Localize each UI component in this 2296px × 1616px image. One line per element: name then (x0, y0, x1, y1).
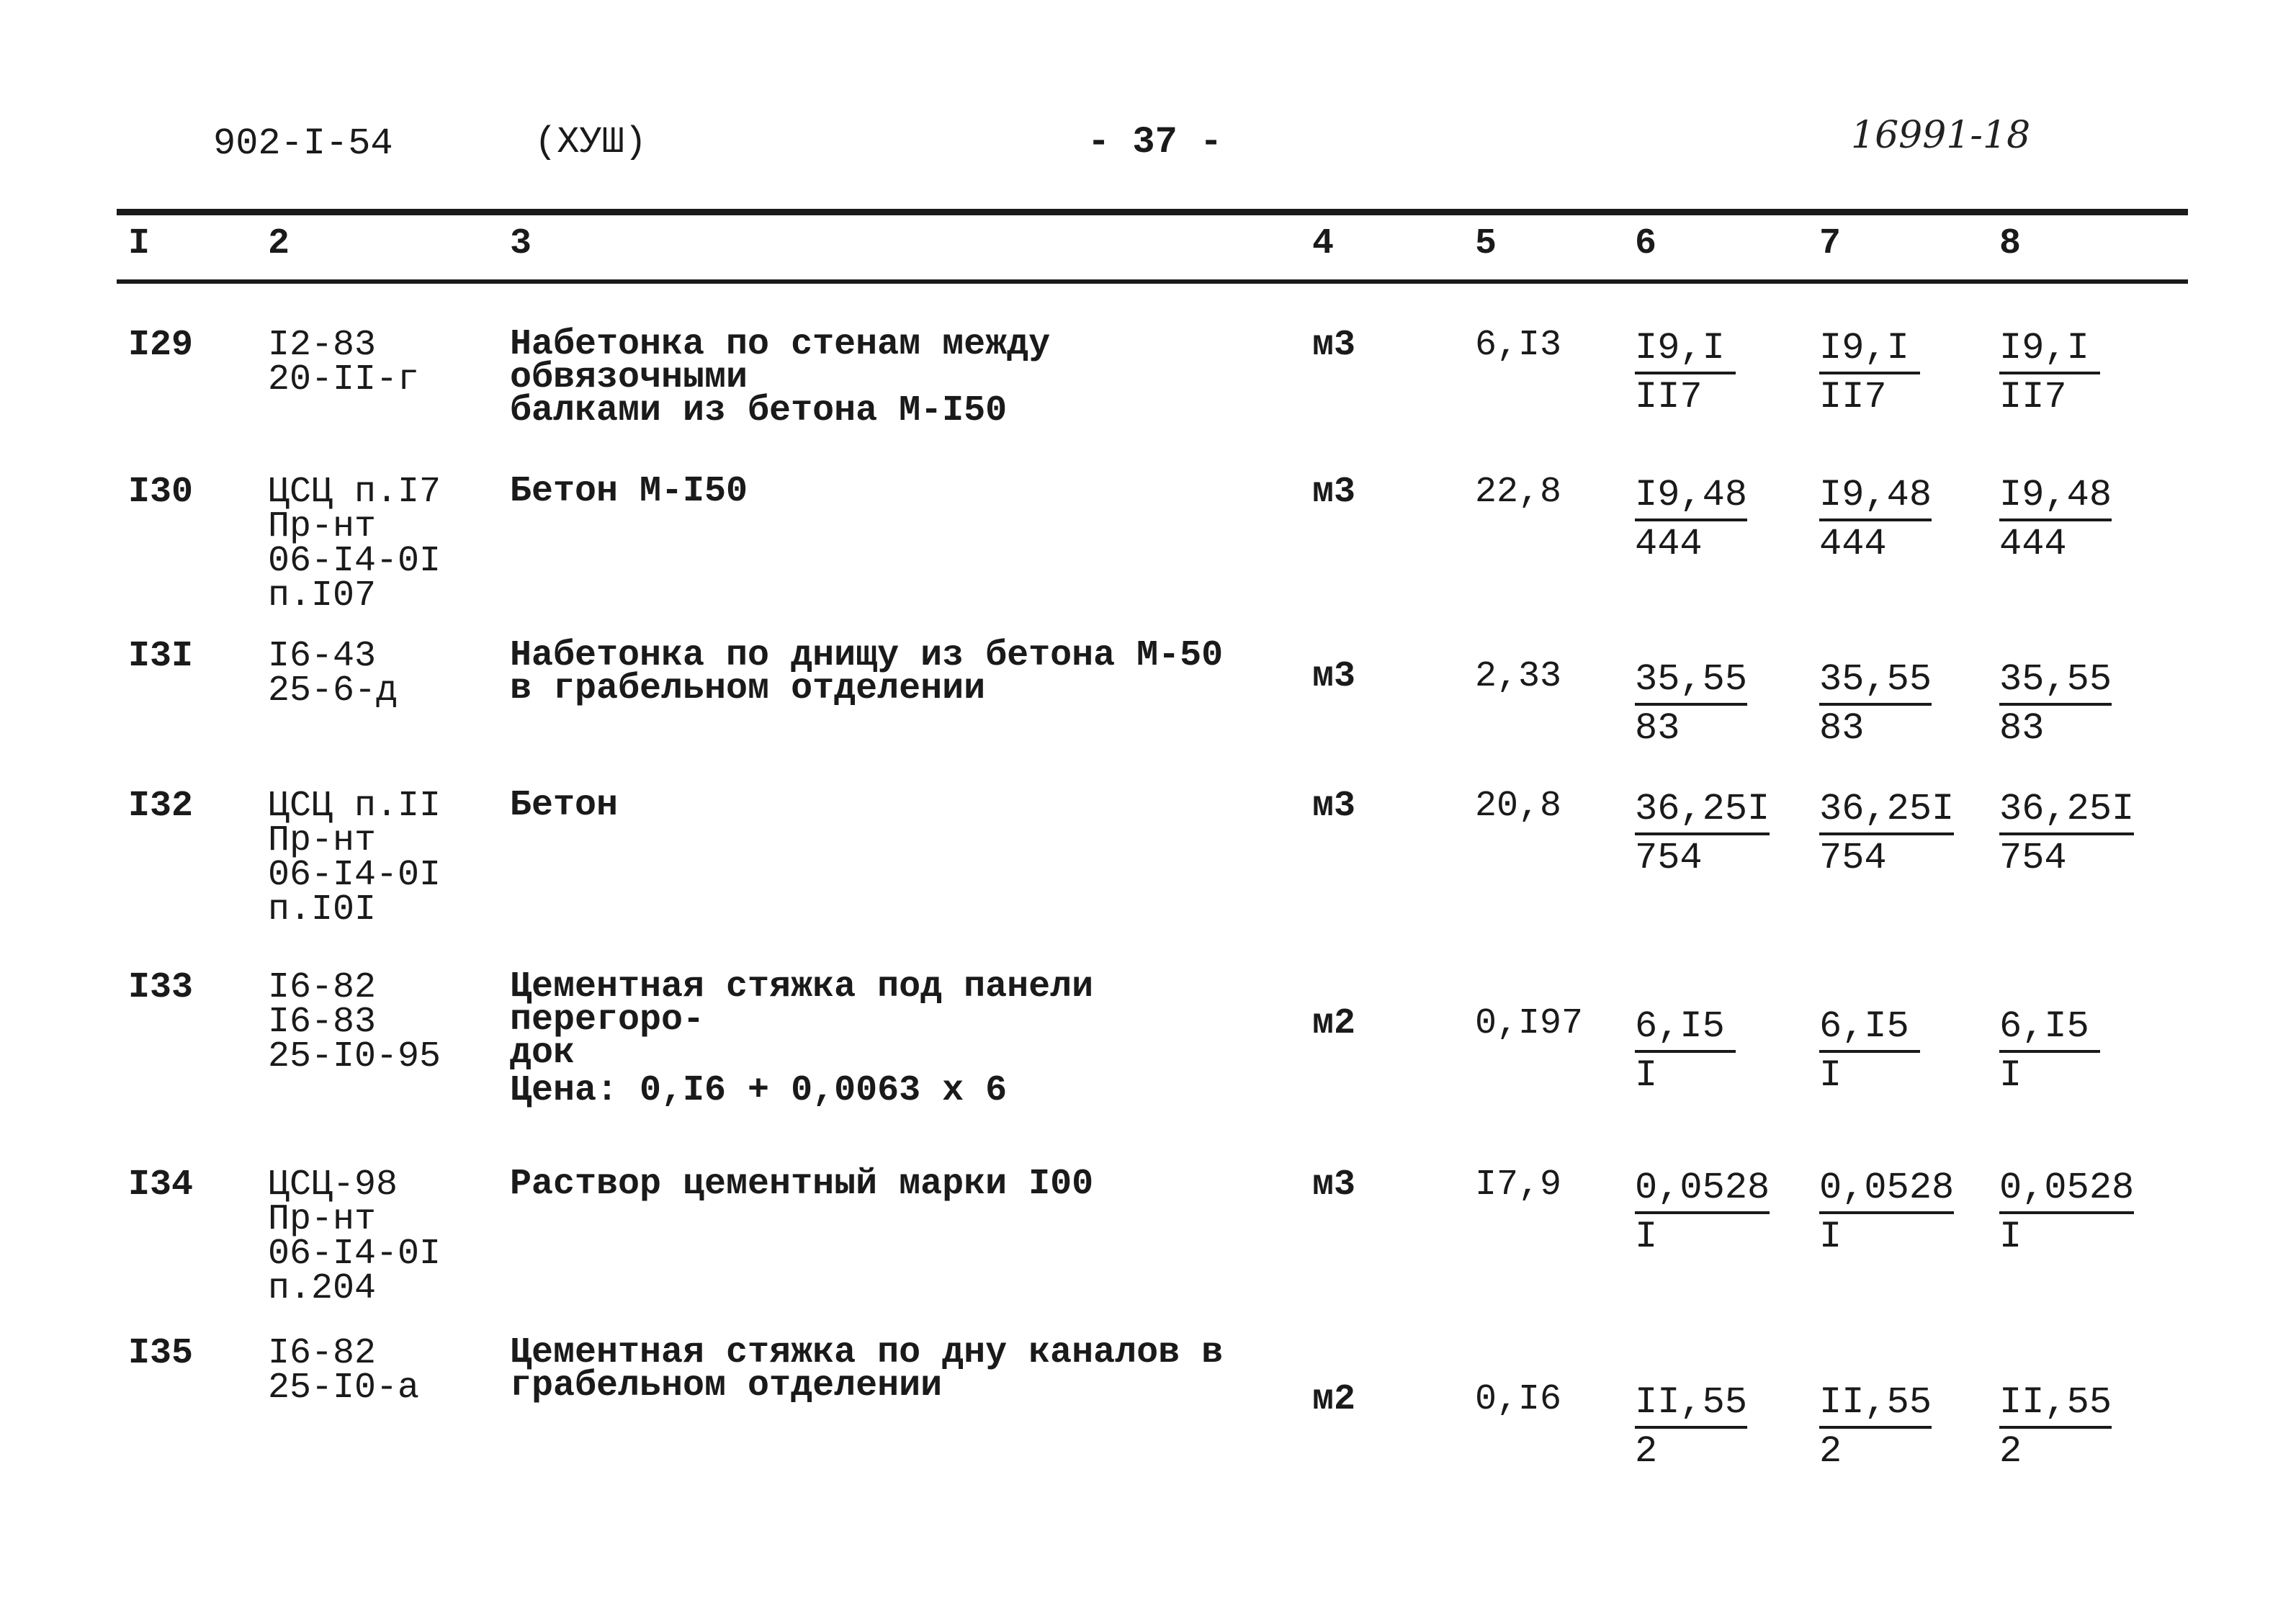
row-number: I34 (128, 1164, 194, 1206)
reference-code: ЦСЦ-98 Пр-нт 06-I4-0I п.204 (268, 1164, 441, 1309)
cost-denominator: 83 (1819, 707, 1865, 750)
cost-denominator: 754 (1819, 837, 1887, 879)
cost-denominator: 83 (1999, 707, 2045, 750)
cost-numerator: 6,I5 (1819, 1007, 1920, 1053)
column-header-7: 7 (1819, 223, 1842, 264)
unit: м3 (1312, 786, 1356, 827)
cost-fraction-col6 (1635, 789, 1801, 881)
handwritten-number: 16991-18 (1851, 114, 2031, 157)
unit: м3 (1312, 656, 1356, 697)
cost-numerator: 36,25I (1999, 789, 2134, 835)
row-number: I35 (128, 1333, 194, 1374)
cost-numerator: I9,48 (1999, 475, 2112, 521)
cost-fraction-col6 (1635, 475, 1801, 567)
cost-fraction-col7 (1819, 1168, 1985, 1260)
cost-fraction-col6 (1635, 1168, 1801, 1260)
cost-denominator: I (1635, 1216, 1658, 1258)
cost-numerator: II,55 (1999, 1383, 2112, 1429)
reference-code: I6-43 25-6-д (268, 636, 398, 712)
column-header-4: 4 (1312, 223, 1335, 264)
cost-numerator: 35,55 (1635, 660, 1747, 706)
unit: м3 (1312, 472, 1356, 513)
quantity: 20,8 (1475, 786, 1562, 827)
cost-numerator: 36,25I (1819, 789, 1954, 835)
cost-numerator: 35,55 (1819, 660, 1932, 706)
header-rule (117, 279, 2188, 284)
cost-fraction-col7 (1819, 1007, 1985, 1099)
column-header-5: 5 (1475, 223, 1497, 264)
cost-fraction-col7 (1819, 475, 1985, 567)
quantity: 6,I3 (1475, 325, 1562, 366)
cost-denominator: II7 (1635, 376, 1703, 418)
cost-fraction-col8 (1999, 1168, 2165, 1260)
cost-fraction-col7 (1819, 1383, 1985, 1475)
cost-numerator: 0,0528 (1635, 1168, 1770, 1214)
row-number: I3I (128, 636, 194, 677)
cost-denominator: 444 (1635, 523, 1703, 565)
reference-code: ЦСЦ п.I7 Пр-нт 06-I4-0I п.I07 (268, 472, 441, 616)
cost-fraction-col8 (1999, 660, 2165, 752)
unit: м3 (1312, 1164, 1356, 1206)
unit: м3 (1312, 325, 1356, 366)
work-description: Цементная стяжка по дну каналов в грабельном отделении (510, 1332, 1224, 1406)
reference-code: ЦСЦ п.II Пр-нт 06-I4-0I п.I0I (268, 786, 441, 930)
cost-fraction-col8 (1999, 789, 2165, 881)
column-header-2: 2 (268, 223, 290, 264)
cost-denominator: 754 (1635, 837, 1703, 879)
cost-fraction-col6 (1635, 660, 1801, 752)
cost-denominator: 2 (1999, 1430, 2022, 1473)
quantity: 2,33 (1475, 656, 1562, 697)
cost-denominator: I (1819, 1216, 1842, 1258)
cost-fraction-col7 (1819, 660, 1985, 752)
cost-denominator: 83 (1635, 707, 1680, 750)
cost-denominator: 2 (1819, 1430, 1842, 1473)
top-rule (117, 209, 2188, 215)
reference-code: I2-83 20-II-г (268, 325, 420, 400)
quantity: 22,8 (1475, 472, 1562, 513)
work-description: Бетон М-I50 (510, 471, 748, 512)
cost-fraction-col6 (1635, 328, 1801, 421)
cost-numerator: 36,25I (1635, 789, 1770, 835)
cost-numerator: 6,I5 (1999, 1007, 2100, 1053)
row-number: I33 (128, 967, 194, 1008)
cost-numerator: II,55 (1635, 1383, 1747, 1429)
reference-code: I6-82 25-I0-а (268, 1333, 420, 1409)
cost-denominator: 754 (1999, 837, 2067, 879)
work-description: Бетон (510, 785, 619, 826)
work-description: Набетонка по стенам между обвязочными балками из бетона М-I50 (510, 324, 1051, 431)
cost-numerator: I9,48 (1635, 475, 1747, 521)
cost-numerator: I9,48 (1819, 475, 1932, 521)
quantity: 0,I6 (1475, 1379, 1562, 1420)
cost-denominator: II7 (1999, 376, 2067, 418)
quantity: 0,I97 (1475, 1003, 1584, 1044)
column-header-6: 6 (1635, 223, 1657, 264)
quantity: I7,9 (1475, 1164, 1562, 1206)
cost-denominator: I (1999, 1054, 2022, 1097)
work-description: Цементная стяжка под панели перегоро- док (510, 966, 1094, 1074)
unit: м2 (1312, 1003, 1356, 1044)
cost-fraction-col8 (1999, 1383, 2165, 1475)
page-number: - 37 - (1088, 121, 1223, 163)
row-number: I29 (128, 325, 194, 366)
row-number: I30 (128, 472, 194, 513)
cost-denominator: I (1819, 1054, 1842, 1097)
column-header-1: I (128, 223, 151, 264)
cost-fraction-col8 (1999, 328, 2165, 421)
cost-denominator: II7 (1819, 376, 1887, 418)
cost-denominator: 444 (1819, 523, 1887, 565)
unit: м2 (1312, 1379, 1356, 1420)
price-formula: Цена: 0,I6 + 0,0063 х 6 (510, 1070, 1008, 1111)
cost-fraction-col8 (1999, 475, 2165, 567)
cost-fraction-col6 (1635, 1007, 1801, 1099)
cost-fraction-col7 (1819, 789, 1985, 881)
section-mark: (ХУШ) (534, 121, 647, 163)
cost-numerator: 0,0528 (1999, 1168, 2134, 1214)
cost-denominator: I (1999, 1216, 2022, 1258)
cost-fraction-col7 (1819, 328, 1985, 421)
work-description: Набетонка по днищу из бетона М-50 в грабельном отделении (510, 635, 1224, 709)
cost-numerator: 0,0528 (1819, 1168, 1954, 1214)
cost-denominator: 2 (1635, 1430, 1658, 1473)
cost-denominator: I (1635, 1054, 1658, 1097)
cost-fraction-col6 (1635, 1383, 1801, 1475)
cost-numerator: I9,I (1999, 328, 2100, 374)
cost-numerator: 35,55 (1999, 660, 2112, 706)
cost-numerator: I9,I (1819, 328, 1920, 374)
page-header (0, 0, 2296, 187)
cost-fraction-col8 (1999, 1007, 2165, 1099)
cost-denominator: 444 (1999, 523, 2067, 565)
column-header-8: 8 (1999, 223, 2022, 264)
row-number: I32 (128, 786, 194, 827)
column-header-3: 3 (510, 223, 532, 264)
cost-numerator: 6,I5 (1635, 1007, 1736, 1053)
cost-numerator: II,55 (1819, 1383, 1932, 1429)
reference-code: I6-82 I6-83 25-I0-95 (268, 967, 441, 1077)
document-code: 902-I-54 (213, 122, 393, 165)
work-description: Раствор цементный марки I00 (510, 1164, 1094, 1205)
cost-numerator: I9,I (1635, 328, 1736, 374)
